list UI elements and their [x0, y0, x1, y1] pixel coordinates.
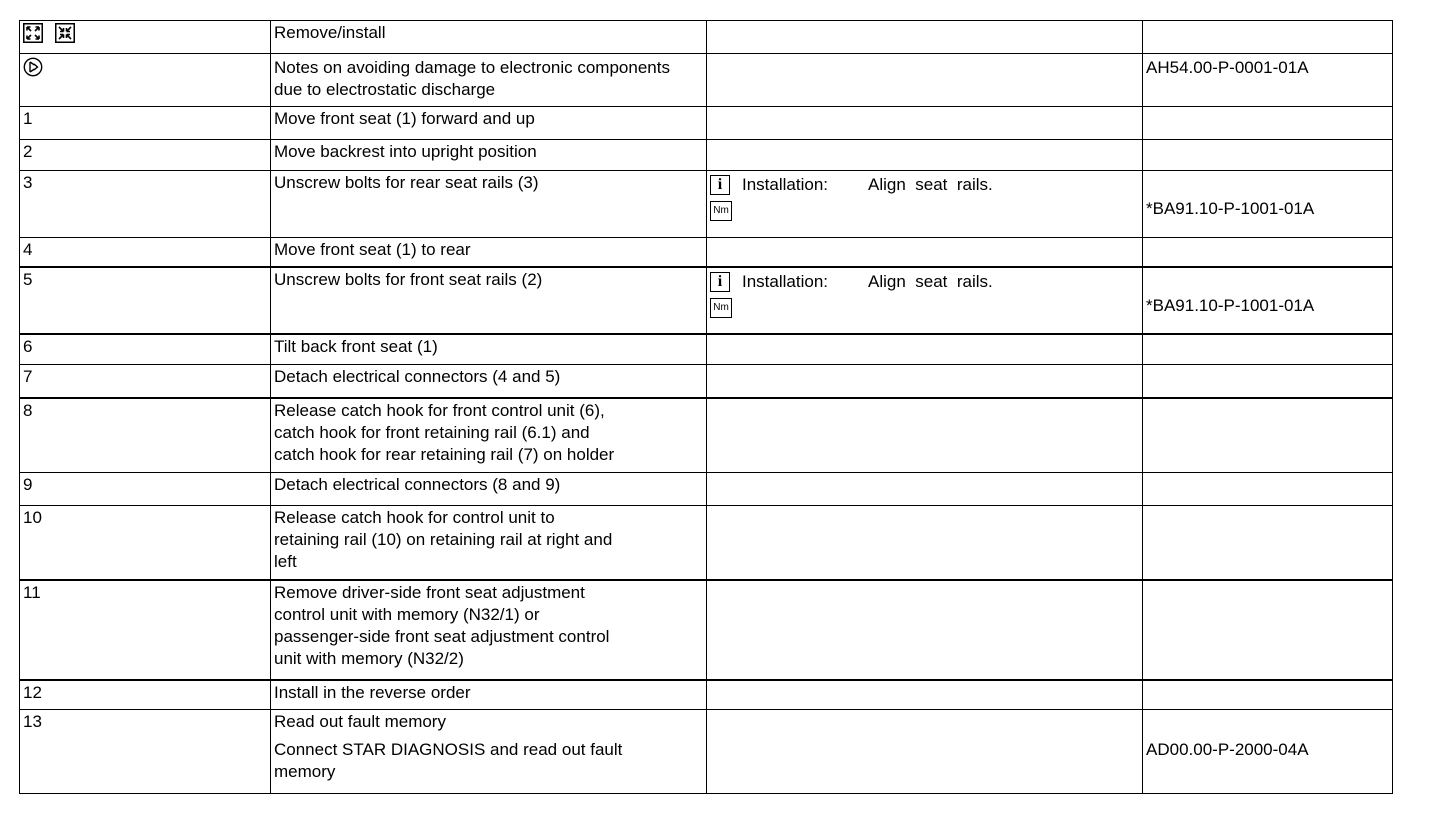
ref-cell	[1143, 398, 1393, 473]
info-cell	[707, 365, 1143, 398]
install-icon	[55, 23, 75, 43]
step-text-line: catch hook for rear retaining rail (7) on holder	[274, 444, 615, 464]
table-row	[20, 365, 1393, 398]
step-text-line: left	[274, 552, 297, 571]
step-number: 6	[20, 334, 271, 365]
step-number: 7	[20, 365, 271, 398]
ref-cell	[1143, 365, 1393, 398]
info-icon: i	[710, 272, 730, 292]
ref-cell	[1143, 21, 1393, 54]
ref-cell	[1143, 140, 1393, 171]
step-text: Tilt back front seat (1)	[271, 334, 707, 365]
remove-icon	[23, 23, 43, 43]
step-text-line: control unit with memory (N32/1) or	[274, 604, 540, 624]
info-cell	[707, 473, 1143, 506]
step-text-line: Remove driver-side front seat adjustment	[274, 582, 585, 602]
table-row	[20, 710, 1393, 794]
info-cell	[707, 21, 1143, 54]
document-reference: *BA91.10-P-1001-01A	[1146, 295, 1315, 315]
step-number: 9	[20, 473, 271, 506]
table-row	[20, 238, 1393, 267]
document-reference: *BA91.10-P-1001-01A	[1146, 199, 1315, 218]
step-text: Move front seat (1) forward and up	[271, 107, 707, 140]
step-text: Move backrest into upright position	[271, 140, 707, 171]
ref-cell	[1143, 267, 1393, 334]
step-text	[271, 580, 707, 680]
procedure-table	[19, 20, 1393, 794]
document-reference: AH54.00-P-0001-01A	[1146, 58, 1309, 77]
step-number: 11	[20, 580, 271, 680]
step-number: 5	[20, 267, 271, 334]
step-number: 8	[20, 398, 271, 473]
step-number: 1	[20, 107, 271, 140]
step-text-line: Release catch hook for control unit to	[274, 508, 555, 527]
info-cell	[707, 334, 1143, 365]
ref-cell	[1143, 710, 1393, 794]
step-text-line: catch hook for front retaining rail (6.1) and	[274, 422, 590, 442]
table-row	[20, 267, 1393, 334]
ref-cell	[1143, 680, 1393, 710]
table-row	[20, 21, 1393, 54]
info-cell	[707, 238, 1143, 267]
info-cell	[707, 107, 1143, 140]
step-text: Remove/install	[271, 21, 707, 54]
step-text-line: Read out fault memory	[274, 712, 446, 731]
ref-cell	[1143, 171, 1393, 238]
step-text: Detach electrical connectors (4 and 5)	[271, 365, 707, 398]
step-text	[271, 398, 707, 473]
torque-nm-icon: Nm	[710, 298, 732, 318]
step-number: 2	[20, 140, 271, 171]
esd-icon	[23, 57, 43, 77]
ref-cell	[1143, 506, 1393, 580]
info-icon: i	[710, 175, 730, 195]
info-cell	[707, 54, 1143, 107]
table-row	[20, 107, 1393, 140]
step-subtext-line: memory	[274, 762, 336, 781]
step-text: Install in the reverse order	[271, 680, 707, 710]
table-row	[20, 334, 1393, 365]
step-text	[271, 710, 707, 794]
info-label: Installation:	[742, 175, 828, 194]
info-cell	[707, 267, 1143, 334]
ref-cell	[1143, 580, 1393, 680]
table-row	[20, 473, 1393, 506]
ref-cell	[1143, 334, 1393, 365]
ref-cell	[1143, 473, 1393, 506]
info-cell	[707, 580, 1143, 680]
step-text-line: retaining rail (10) on retaining rail at right and	[274, 530, 613, 549]
step-text-line: passenger-side front seat adjustment control	[274, 626, 610, 646]
table-row	[20, 506, 1393, 580]
info-cell	[707, 710, 1143, 794]
table-row	[20, 140, 1393, 171]
esd-note-text: Notes on avoiding damage to electronic components due to electrostatic discharge	[274, 58, 670, 99]
ref-cell	[1143, 107, 1393, 140]
step-number: 4	[20, 238, 271, 267]
icon-cell	[20, 54, 271, 107]
step-subtext-line: Connect STAR DIAGNOSIS and read out fault	[274, 740, 623, 759]
step-text	[271, 506, 707, 580]
step-text	[271, 54, 707, 107]
step-text: Move front seat (1) to rear	[271, 238, 707, 267]
torque-nm-icon: Nm	[710, 201, 732, 221]
info-cell	[707, 398, 1143, 473]
info-cell	[707, 140, 1143, 171]
info-cell	[707, 680, 1143, 710]
table-row	[20, 171, 1393, 238]
document-reference: AD00.00-P-2000-04A	[1146, 740, 1309, 759]
table-row	[20, 398, 1393, 473]
icon-cell	[20, 21, 271, 54]
info-text: Align seat rails.	[868, 175, 993, 194]
step-number: 10	[20, 506, 271, 580]
table-row	[20, 680, 1393, 710]
table-row	[20, 580, 1393, 680]
step-number: 13	[20, 710, 271, 794]
info-cell	[707, 506, 1143, 580]
step-text-line: Release catch hook for front control unit (6),	[274, 400, 605, 420]
step-text: Detach electrical connectors (8 and 9)	[271, 473, 707, 506]
info-cell	[707, 171, 1143, 238]
info-label: Installation:	[742, 271, 828, 291]
step-text-line: unit with memory (N32/2)	[274, 648, 464, 668]
table-row	[20, 54, 1393, 107]
ref-cell	[1143, 238, 1393, 267]
step-number: 3	[20, 171, 271, 238]
step-number: 12	[20, 680, 271, 710]
step-text: Unscrew bolts for rear seat rails (3)	[271, 171, 707, 238]
info-text: Align seat rails.	[868, 271, 993, 291]
step-text: Unscrew bolts for front seat rails (2)	[271, 267, 707, 334]
ref-cell	[1143, 54, 1393, 107]
